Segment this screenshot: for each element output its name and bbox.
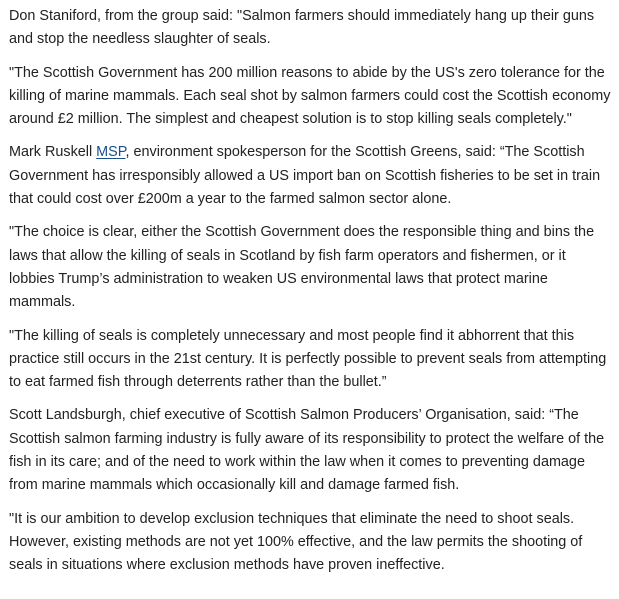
paragraph-killing-unnecessary: "The killing of seals is completely unnecessary and most people find it abhorrent that this practice still occurs in the 21st century. It is perfectly possible to prevent seals from attempting to eat farmed fish through deterrents rather than the bullet.” <box>9 327 607 391</box>
paragraph-landsburgh-quote: Scott Landsburgh, chief executive of Scottish Salmon Producers’ Organisation, said: “The Scottish salmon farming industry is fully aware of its responsibility to protect the welfare of the fish in its care; and of the need to work within the law when it comes to preventing damage from marine mammals which occasionally kill and damage farmed fish. <box>9 407 605 494</box>
paragraph-choice-clear: "The choice is clear, either the Scottish Government does the responsible thing and bins the laws that allow the killing of seals in Scotland by fish farm operators and fishermen, or it lobbies Trump’s administration to weaken US environmental laws that protect marine mammals. <box>9 224 595 311</box>
paragraph-ruskell-rest: , environment spokesperson for the Scottish Greens, said: “The Scottish Government has irresponsibly allowed a US import ban on Scottish fisheries to be set in train that could cost over £200m a year to the farmed salmon sector alone. <box>9 144 601 208</box>
paragraph-ruskell-lead: Mark Ruskell <box>9 144 97 161</box>
msp-link[interactable]: MSP <box>96 144 126 161</box>
paragraph-government-reasons: "The Scottish Government has 200 million reasons to abide by the US's zero tolerance for the killing of marine mammals. Each seal shot by salmon farmers could cost the Scottish economy around £2 million. The simplest and cheapest solution is to stop killing seals completely." <box>9 64 611 128</box>
paragraph-staniford-quote: Don Staniford, from the group said: "Salmon farmers should immediately hang up their guns and stop the needless slaughter of seals. <box>9 8 595 48</box>
paragraph-ruskell-quote <box>9 141 615 211</box>
paragraph-exclusion-techniques: "It is our ambition to develop exclusion techniques that eliminate the need to shoot seals. However, existing methods are not yet 100% effective, and the law permits the shooting of seals in situations where exclusion methods have proven ineffective. <box>9 510 583 574</box>
